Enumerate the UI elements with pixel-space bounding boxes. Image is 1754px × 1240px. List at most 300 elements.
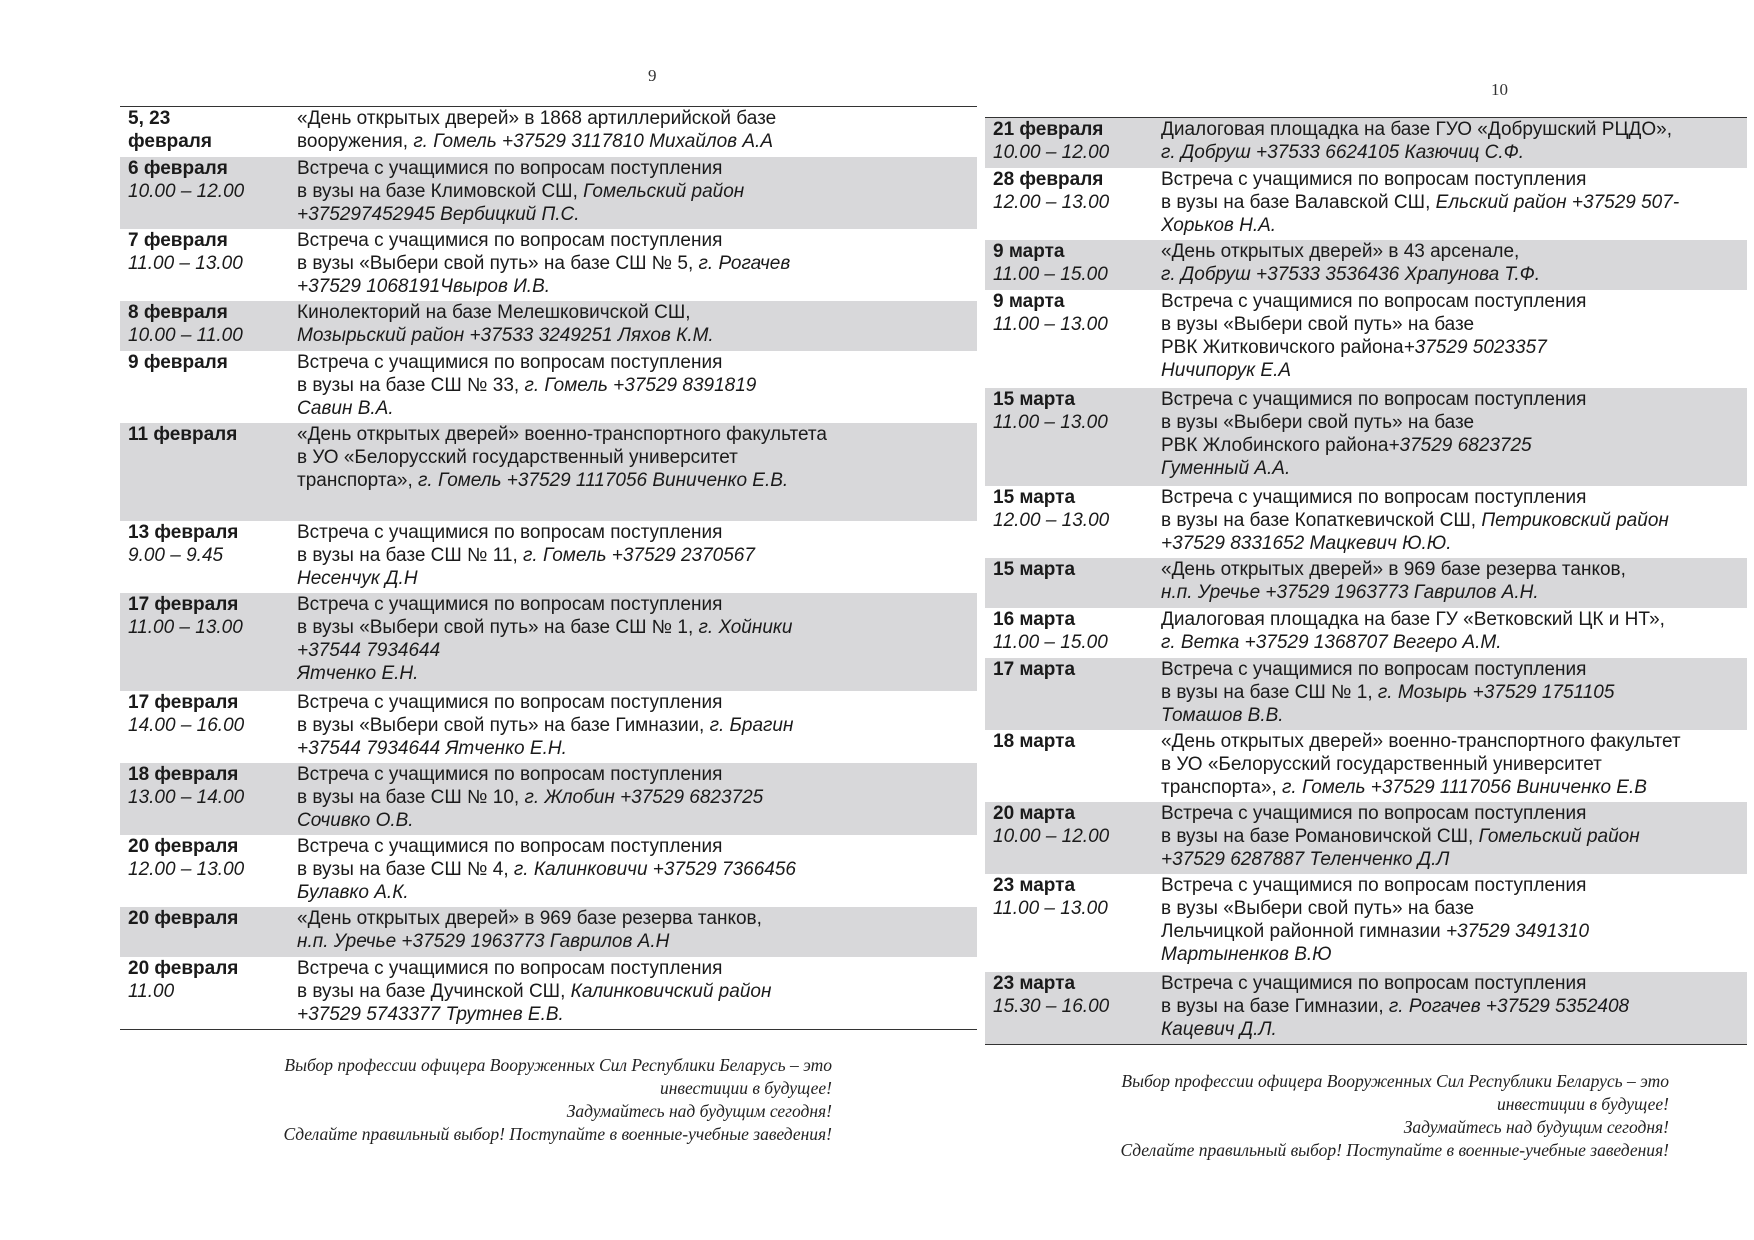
event-time: 11.00 – 13.00 xyxy=(993,898,1108,919)
date-cell xyxy=(120,521,293,593)
schedule-row xyxy=(985,658,1747,730)
description-text: Встреча с учащимися по вопросам поступления xyxy=(1161,487,1587,508)
event-date: 13 февраля xyxy=(128,522,239,543)
description-cell xyxy=(293,691,977,763)
schedule-row xyxy=(120,957,977,1029)
description-line xyxy=(297,252,977,275)
event-time: февраля xyxy=(128,131,212,152)
schedule-row xyxy=(985,972,1747,1044)
date-cell xyxy=(120,157,293,229)
schedule-row xyxy=(120,229,977,301)
event-time: 11.00 – 13.00 xyxy=(993,412,1108,433)
schedule-row xyxy=(120,107,977,157)
date-cell xyxy=(985,168,1157,240)
event-date: 28 февраля xyxy=(993,169,1104,190)
description-line xyxy=(1161,730,1747,753)
description-text: г. Рогачев xyxy=(698,253,791,274)
event-date: 17 февраля xyxy=(128,692,239,713)
description-line xyxy=(297,980,977,1003)
date-cell xyxy=(985,658,1157,730)
event-time: 10.00 – 12.00 xyxy=(128,181,245,202)
date-cell xyxy=(120,423,293,521)
description-line xyxy=(297,130,977,153)
description-text: в вузы на базе Копаткевичской СШ, xyxy=(1161,510,1482,531)
page-right xyxy=(877,0,1754,1240)
date-cell xyxy=(985,486,1157,558)
description-line xyxy=(297,180,977,203)
description-line xyxy=(1161,753,1747,776)
description-text: н.п. Уречье +37529 1963773 Гаврилов А.Н xyxy=(297,931,670,952)
description-line xyxy=(1161,359,1747,382)
schedule-row xyxy=(120,835,977,907)
event-time: 10.00 – 12.00 xyxy=(993,142,1110,163)
footer-line: инвестиции в будущее! xyxy=(659,1078,832,1098)
event-time: 11.00 – 13.00 xyxy=(128,617,243,638)
schedule-row xyxy=(120,763,977,835)
description-line xyxy=(297,374,977,397)
description-cell xyxy=(293,957,977,1029)
event-date: 7 февраля xyxy=(128,230,228,251)
description-text: г. Рогачев +37529 5352408 xyxy=(1388,996,1630,1017)
schedule-row xyxy=(985,240,1747,290)
event-time: 14.00 – 16.00 xyxy=(128,715,245,736)
description-text: в вузы «Выбери свой путь» на базе xyxy=(1161,314,1475,335)
description-line xyxy=(297,691,977,714)
event-date: 11 февраля xyxy=(128,424,238,445)
description-line xyxy=(297,521,977,544)
description-cell xyxy=(1157,730,1747,802)
date-cell xyxy=(120,907,293,957)
description-line xyxy=(1161,411,1747,434)
description-text: +37529 6823725 xyxy=(1388,435,1532,456)
description-text: Томашов В.В. xyxy=(1161,705,1284,726)
description-text: в вузы на базе СШ № 11, xyxy=(297,545,524,566)
description-text: Встреча с учащимися по вопросам поступления xyxy=(297,158,723,179)
event-date: 16 марта xyxy=(993,609,1076,630)
description-line xyxy=(297,616,977,639)
description-text: +37529 3491310 xyxy=(1445,921,1590,942)
schedule-row xyxy=(985,486,1747,558)
schedule-row xyxy=(985,802,1747,874)
description-text: +37529 1068191Чвыров И.В. xyxy=(297,276,551,297)
date-cell xyxy=(120,763,293,835)
description-line xyxy=(1161,486,1747,509)
description-text: Встреча с учащимися по вопросам поступления xyxy=(1161,803,1587,824)
description-text: Встреча с учащимися по вопросам поступления xyxy=(1161,973,1587,994)
description-text: в вузы «Выбери свой путь» на базе xyxy=(1161,898,1475,919)
description-line xyxy=(297,593,977,616)
description-line xyxy=(297,907,977,930)
description-text: вооружения, xyxy=(297,131,414,152)
description-text: Ятченко Е.Н. xyxy=(297,663,419,684)
event-date: 15 марта xyxy=(993,559,1076,580)
description-text: транспорта», xyxy=(1161,777,1283,798)
description-text: Мозырьский район +37533 3249251 Ляхов К.М. xyxy=(297,325,714,346)
footer-line: инвестиции в будущее! xyxy=(1496,1094,1669,1114)
description-line xyxy=(297,858,977,881)
date-cell xyxy=(985,558,1157,608)
description-text: г. Жлобин +37529 6823725 xyxy=(524,787,764,808)
description-text: в вузы на базе Гимназии, xyxy=(1161,996,1389,1017)
description-line xyxy=(1161,658,1747,681)
description-text: г. Ветка +37529 1368707 Вегеро А.М. xyxy=(1161,632,1502,653)
description-text: г. Добруш +37533 6624105 Казючиц С.Ф. xyxy=(1161,142,1525,163)
description-cell xyxy=(1157,608,1747,658)
description-text: в вузы на базе Дучинской СШ, xyxy=(297,981,571,1002)
schedule-table xyxy=(985,117,1747,1045)
description-text: г. Добруш +37533 3536436 Храпунова Т.Ф. xyxy=(1161,264,1540,285)
event-date: 20 марта xyxy=(993,803,1076,824)
description-text: Встреча с учащимися по вопросам поступления xyxy=(1161,169,1587,190)
event-date: 9 марта xyxy=(993,291,1065,312)
description-line xyxy=(1161,704,1747,727)
schedule-table xyxy=(120,106,977,1030)
description-text: Несенчук Д.Н xyxy=(297,568,418,589)
date-cell xyxy=(985,290,1157,388)
description-text: Встреча с учащимися по вопросам поступления xyxy=(1161,875,1587,896)
description-text: Встреча с учащимися по вопросам поступления xyxy=(1161,389,1587,410)
description-line xyxy=(297,351,977,374)
description-cell xyxy=(1157,168,1747,240)
event-time: 11.00 – 13.00 xyxy=(993,314,1108,335)
date-cell xyxy=(120,229,293,301)
description-text: +375297452945 Вербицкий П.С. xyxy=(297,204,580,225)
description-line xyxy=(1161,608,1747,631)
event-date: 20 февраля xyxy=(128,836,239,857)
description-line xyxy=(1161,631,1747,654)
event-date: 23 марта xyxy=(993,973,1076,994)
description-text: в вузы на базе Романовичской СШ, xyxy=(1161,826,1479,847)
description-line xyxy=(1161,191,1747,214)
event-time: 12.00 – 13.00 xyxy=(993,192,1110,213)
description-text: г. Гомель +37529 1117056 Виниченко Е.В. xyxy=(418,470,789,491)
description-text: +37529 8331652 Мацкевич Ю.Ю. xyxy=(1161,533,1452,554)
schedule-row xyxy=(120,423,977,521)
date-cell xyxy=(120,351,293,423)
event-date: 8 февраля xyxy=(128,302,228,323)
page-number: 10 xyxy=(1491,80,1508,99)
event-date: 17 февраля xyxy=(128,594,239,615)
description-text: +37544 7934644 xyxy=(297,640,441,661)
description-cell xyxy=(293,521,977,593)
description-text: в вузы «Выбери свой путь» на базе СШ № 5, xyxy=(297,253,699,274)
event-time: 12.00 – 13.00 xyxy=(993,510,1110,531)
description-cell xyxy=(293,301,977,351)
date-cell xyxy=(120,301,293,351)
description-text: «День открытых дверей» военно-транспортного факультета xyxy=(297,424,827,445)
description-cell xyxy=(1157,486,1747,558)
schedule-row xyxy=(985,608,1747,658)
description-line xyxy=(1161,532,1747,555)
description-text: в вузы на базе Климовской СШ, xyxy=(297,181,584,202)
date-cell xyxy=(985,802,1157,874)
description-text: в вузы на базе СШ № 33, xyxy=(297,375,525,396)
description-cell xyxy=(1157,240,1747,290)
event-time: 9.00 – 9.45 xyxy=(128,545,224,566)
schedule-row xyxy=(120,593,977,691)
event-date: 20 февраля xyxy=(128,958,239,979)
description-line xyxy=(1161,943,1747,966)
event-date: 6 февраля xyxy=(128,158,228,179)
description-cell xyxy=(1157,290,1747,388)
description-line xyxy=(1161,313,1747,336)
description-text: г. Гомель +37529 1117056 Виниченко Е.В xyxy=(1282,777,1647,798)
description-cell xyxy=(293,907,977,957)
event-date: 18 февраля xyxy=(128,764,239,785)
schedule-row xyxy=(120,157,977,229)
footer-slogan xyxy=(120,1054,832,1146)
description-line xyxy=(297,881,977,904)
description-text: Встреча с учащимися по вопросам поступления xyxy=(1161,659,1587,680)
description-text: г. Мозырь +37529 1751105 xyxy=(1377,682,1615,703)
schedule-row xyxy=(985,558,1747,608)
description-cell xyxy=(1157,558,1747,608)
event-date: 20 февраля xyxy=(128,908,239,929)
description-line xyxy=(297,324,977,347)
footer-line: Выбор профессии офицера Вооруженных Сил Республики Беларусь – это xyxy=(1121,1071,1669,1091)
description-line xyxy=(1161,558,1747,581)
date-cell xyxy=(120,107,293,157)
date-cell xyxy=(985,730,1157,802)
schedule-row xyxy=(985,290,1747,388)
event-time: 15.30 – 16.00 xyxy=(993,996,1110,1017)
description-line xyxy=(1161,141,1747,164)
description-text: в вузы на базе СШ № 1, xyxy=(1161,682,1378,703)
description-text: Савин В.А. xyxy=(297,398,394,419)
description-text: Лельчицкой районной гимназии xyxy=(1161,921,1446,942)
event-date: 17 марта xyxy=(993,659,1076,680)
description-cell xyxy=(293,351,977,423)
schedule-row xyxy=(120,907,977,957)
description-text: Гуменный А.А. xyxy=(1161,458,1291,479)
description-line xyxy=(297,786,977,809)
description-line xyxy=(1161,825,1747,848)
description-text: транспорта», xyxy=(297,470,419,491)
description-line xyxy=(1161,336,1747,359)
description-line xyxy=(1161,388,1747,411)
description-line xyxy=(1161,681,1747,704)
description-text: Гомельский район xyxy=(583,181,745,202)
description-text: «День открытых дверей» военно-транспортного факультет xyxy=(1161,731,1681,752)
description-line xyxy=(1161,240,1747,263)
event-date: 9 марта xyxy=(993,241,1065,262)
date-cell xyxy=(120,957,293,1029)
description-line xyxy=(1161,118,1747,141)
schedule-row xyxy=(985,118,1747,168)
description-line xyxy=(297,397,977,420)
description-text: в вузы «Выбери свой путь» на базе xyxy=(1161,412,1475,433)
description-text: в вузы на базе Валавской СШ, xyxy=(1161,192,1436,213)
description-text: Встреча с учащимися по вопросам поступления xyxy=(297,230,723,251)
description-line xyxy=(297,567,977,590)
description-text: Встреча с учащимися по вопросам поступления xyxy=(297,764,723,785)
description-line xyxy=(297,737,977,760)
description-line xyxy=(297,275,977,298)
event-date: 21 февраля xyxy=(993,119,1104,140)
description-text: г. Калинковичи +37529 7366456 xyxy=(513,859,796,880)
description-cell xyxy=(1157,802,1747,874)
description-cell xyxy=(1157,388,1747,486)
description-text: г. Хойники xyxy=(698,617,793,638)
description-text: +37529 5743377 Трутнев Е.В. xyxy=(297,1004,564,1025)
description-line xyxy=(1161,874,1747,897)
description-text: Диалоговая площадка на базе ГУО «Добрушский РЦДО», xyxy=(1161,119,1673,140)
description-text: +37544 7934644 Ятченко Е.Н. xyxy=(297,738,567,759)
schedule-row xyxy=(120,351,977,423)
description-text: Диалоговая площадка на базе ГУ «Ветковский ЦК и НТ», xyxy=(1161,609,1665,630)
description-text: в УО «Белорусский государственный университет xyxy=(297,447,738,468)
description-text: Гомельский район xyxy=(1478,826,1640,847)
date-cell xyxy=(120,593,293,691)
event-time: 11.00 – 15.00 xyxy=(993,264,1108,285)
footer-line: Выбор профессии офицера Вооруженных Сил Республики Беларусь – это xyxy=(284,1055,832,1075)
date-cell xyxy=(120,691,293,763)
description-text: в вузы на базе СШ № 4, xyxy=(297,859,514,880)
description-text: в УО «Белорусский государственный университет xyxy=(1161,754,1602,775)
date-cell xyxy=(985,240,1157,290)
event-time: 11.00 – 13.00 xyxy=(128,253,243,274)
schedule-row xyxy=(985,730,1747,802)
event-time: 12.00 – 13.00 xyxy=(128,859,245,880)
description-text: Встреча с учащимися по вопросам поступления xyxy=(297,692,723,713)
description-text: г. Брагин xyxy=(709,715,794,736)
event-time: 10.00 – 12.00 xyxy=(993,826,1110,847)
description-cell xyxy=(293,835,977,907)
description-line xyxy=(1161,457,1747,480)
description-line xyxy=(297,1003,977,1026)
event-date: 15 марта xyxy=(993,487,1076,508)
footer-line: Сделайте правильный выбор! Поступайте в военные-учебные заведения! xyxy=(1120,1140,1669,1160)
description-text: в вузы «Выбери свой путь» на базе СШ № 1, xyxy=(297,617,699,638)
description-cell xyxy=(293,593,977,691)
description-cell xyxy=(293,423,977,521)
date-cell xyxy=(985,388,1157,486)
description-text: РВК Жлобинского района xyxy=(1161,435,1389,456)
schedule-row xyxy=(985,388,1747,486)
description-text: Хорьков Н.А. xyxy=(1161,215,1277,236)
description-cell xyxy=(1157,118,1747,168)
date-cell xyxy=(985,118,1157,168)
event-date: 5, 23 xyxy=(128,108,171,129)
description-line xyxy=(297,423,977,446)
description-line xyxy=(1161,802,1747,825)
footer-line: Сделайте правильный выбор! Поступайте в военные-учебные заведения! xyxy=(283,1124,832,1144)
description-line xyxy=(297,203,977,226)
event-time: 11.00 xyxy=(128,981,175,1002)
description-line xyxy=(297,662,977,685)
description-cell xyxy=(293,763,977,835)
description-text: +37529 5023357 xyxy=(1403,337,1547,358)
description-text: Мартыненков В.Ю xyxy=(1161,944,1332,965)
footer-line: Задумайтесь над будущим сегодня! xyxy=(1403,1117,1669,1137)
footer-slogan xyxy=(969,1070,1669,1162)
description-line xyxy=(297,835,977,858)
description-line xyxy=(1161,434,1747,457)
schedule-row xyxy=(985,874,1747,972)
description-text: Встреча с учащимися по вопросам поступления xyxy=(297,352,723,373)
description-text: Встреча с учащимися по вопросам поступления xyxy=(297,522,723,543)
description-line xyxy=(297,930,977,953)
description-line xyxy=(1161,1018,1747,1041)
description-text: г. Гомель +37529 2370567 xyxy=(523,545,755,566)
description-text: «День открытых дверей» в 43 арсенале, xyxy=(1161,241,1520,262)
description-text: Сочивко О.В. xyxy=(297,810,414,831)
description-line xyxy=(1161,776,1747,799)
description-text: в вузы «Выбери свой путь» на базе Гимназии, xyxy=(297,715,710,736)
event-time: 10.00 – 11.00 xyxy=(128,325,243,346)
description-text: Встреча с учащимися по вопросам поступления xyxy=(1161,291,1587,312)
description-line xyxy=(1161,995,1747,1018)
description-line xyxy=(1161,581,1747,604)
description-line xyxy=(297,714,977,737)
description-line xyxy=(1161,290,1747,313)
description-text: «День открытых дверей» в 1868 артиллерийской базе xyxy=(297,108,777,129)
description-line xyxy=(297,639,977,662)
description-text: Встреча с учащимися по вопросам поступления xyxy=(297,958,723,979)
description-line xyxy=(297,544,977,567)
description-text: Встреча с учащимися по вопросам поступления xyxy=(297,594,723,615)
footer-line: Задумайтесь над будущим сегодня! xyxy=(566,1101,832,1121)
description-line xyxy=(297,107,977,130)
description-text: «День открытых дверей» в 969 базе резерва танков, xyxy=(297,908,762,929)
description-cell xyxy=(293,157,977,229)
event-date: 9 февраля xyxy=(128,352,228,373)
description-line xyxy=(1161,972,1747,995)
description-text: Ничипорук Е.А xyxy=(1161,360,1292,381)
page-number: 9 xyxy=(648,66,657,85)
description-line xyxy=(297,301,977,324)
event-date: 23 марта xyxy=(993,875,1076,896)
description-text: Булавко А.К. xyxy=(297,882,409,903)
description-line xyxy=(297,809,977,832)
description-cell xyxy=(1157,658,1747,730)
description-cell xyxy=(1157,972,1747,1044)
description-line xyxy=(297,229,977,252)
description-line xyxy=(297,957,977,980)
description-line xyxy=(1161,897,1747,920)
date-cell xyxy=(985,874,1157,972)
description-text: г. Гомель +37529 3117810 Михайлов А.А xyxy=(413,131,773,152)
event-time: 11.00 – 15.00 xyxy=(993,632,1108,653)
description-text: «День открытых дверей» в 969 базе резерва танков, xyxy=(1161,559,1626,580)
description-text: г. Гомель +37529 8391819 xyxy=(524,375,757,396)
description-text: Петриковский район xyxy=(1481,510,1669,531)
description-line xyxy=(297,446,977,469)
date-cell xyxy=(985,608,1157,658)
schedule-row xyxy=(120,301,977,351)
schedule-row xyxy=(120,521,977,593)
description-text: Ельский район +37529 507- xyxy=(1435,192,1680,213)
description-text: Встреча с учащимися по вопросам поступления xyxy=(297,836,723,857)
description-text: Кинолекторий на базе Мелешковичской СШ, xyxy=(297,302,691,323)
description-text: +37529 6287887 Теленченко Д.Л xyxy=(1161,849,1450,870)
date-cell xyxy=(985,972,1157,1044)
schedule-row xyxy=(120,691,977,763)
event-time: 13.00 – 14.00 xyxy=(128,787,245,808)
event-date: 15 марта xyxy=(993,389,1076,410)
description-text: Кацевич Д.Л. xyxy=(1161,1019,1277,1040)
description-text: Калинковичский район xyxy=(570,981,772,1002)
description-line xyxy=(1161,920,1747,943)
date-cell xyxy=(120,835,293,907)
description-line xyxy=(1161,214,1747,237)
description-line xyxy=(1161,168,1747,191)
description-text: РВК Житковичского района xyxy=(1161,337,1404,358)
description-line xyxy=(297,763,977,786)
description-cell xyxy=(1157,874,1747,972)
description-text: в вузы на базе СШ № 10, xyxy=(297,787,525,808)
description-text: н.п. Уречье +37529 1963773 Гаврилов А.Н. xyxy=(1161,582,1539,603)
